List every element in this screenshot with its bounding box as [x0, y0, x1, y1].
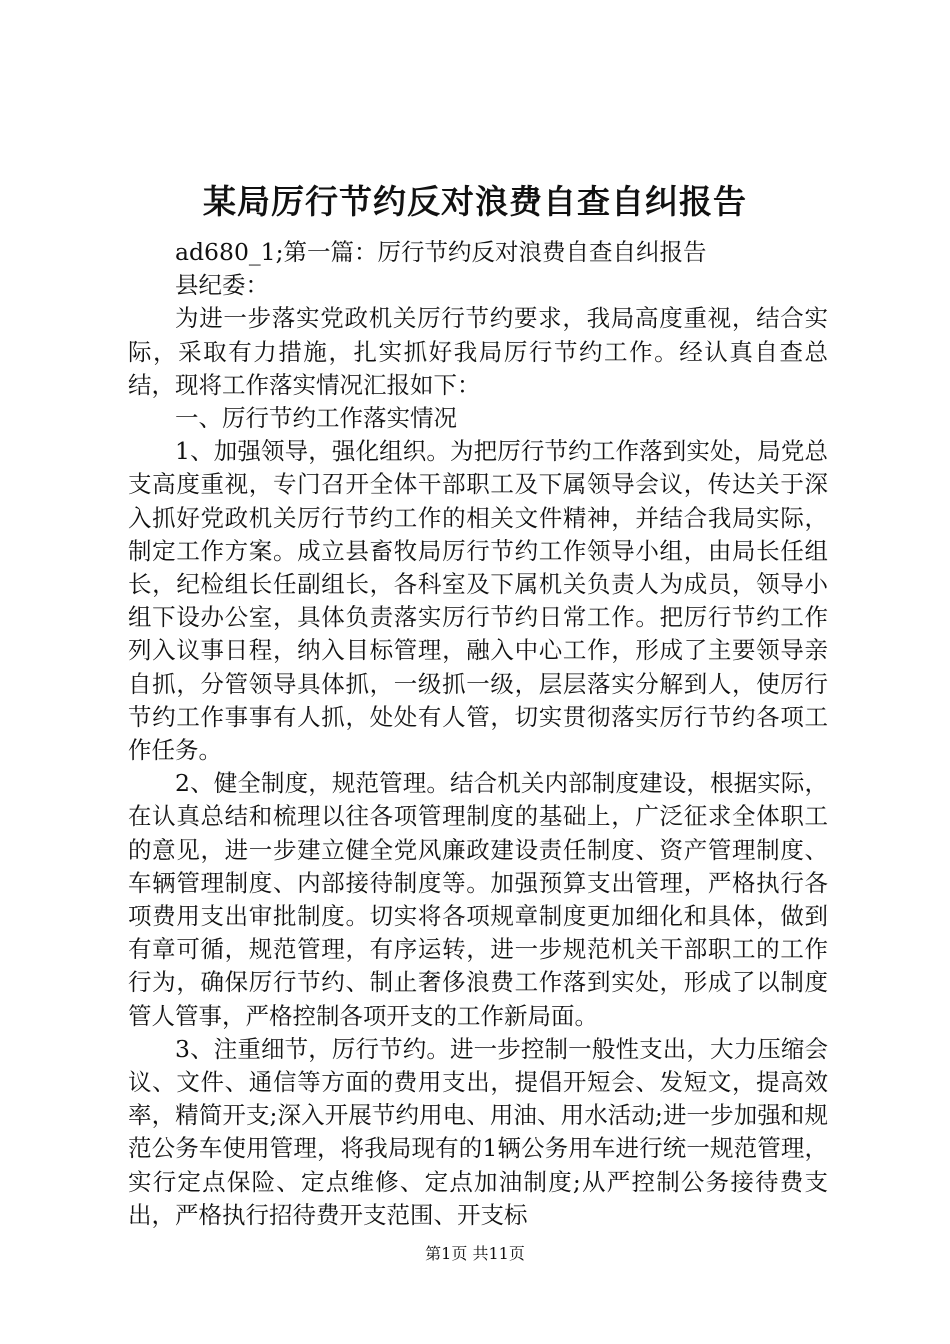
paragraph-salutation: 县纪委： — [175, 271, 269, 300]
paragraph-intro: 为进一步落实党政机关厉行节约要求，我局高度重视，结合实际，采取有力措施，扎实抓好我局厉行节约工作。经认真自查总结，现将工作落实情况汇报如下： — [128, 304, 828, 399]
page-number: 第1页 — [425, 1244, 468, 1263]
document-title: 某局厉行节约反对浪费自查自纠报告 — [203, 182, 747, 221]
paragraph-item-3: 3、注重细节，厉行节约。进一步控制一般性支出，大力压缩会议、文件、通信等方面的费用支出，提倡开短会、发短文，提高效率，精简开支;深入开展节约用电、用油、用水活动;进一步加强和规范公务车使用管理，将我局现有的1辆公务用车进行统一规范管理，实行定点保险、定点维修、定点加油制度;从严控制公务接待费支出，严格执行招待费开支范围、开支标 — [128, 1034, 828, 1229]
document-body — [128, 236, 828, 1232]
page-footer — [0, 1243, 950, 1265]
section-heading: 一、厉行节约工作落实情况 — [175, 404, 457, 433]
page-total: 共11页 — [472, 1244, 525, 1263]
paragraph-item-2: 2、健全制度，规范管理。结合机关内部制度建设，根据实际，在认真总结和梳理以往各项管理制度的基础上，广泛征求全体职工的意见，进一步建立健全党风廉政建设责任制度、资产管理制度、车辆管理制度、内部接待制度等。加强预算支出管理，严格执行各项费用支出审批制度。切实将各项规章制度更加细化和具体，做到有章可循，规范管理，有序运转，进一步规范机关干部职工的工作行为，确保厉行节约、制止奢侈浪费工作落到实处，形成了以制度管人管事，严格控制各项开支的工作新局面。 — [128, 769, 828, 1030]
paragraph-heading-line: ad680_1;第一篇：厉行节约反对浪费自查自纠报告 — [175, 238, 707, 266]
paragraph-item-1: 1、加强领导，强化组织。为把厉行节约工作落到实处，局党总支高度重视，专门召开全体干部职工及下属领导会议，传达关于深入抓好党政机关厉行节约工作的相关文件精神，并结合我局实际，制定工作方案。成立县畜牧局厉行节约工作领导小组，由局长任组长，纪检组长任副组长，各科室及下属机关负责人为成员，领导小组下设办公室，具体负责落实厉行节约日常工作。把厉行节约工作列入议事日程，纳入目标管理，融入中心工作，形成了主要领导亲自抓，分管领导具体抓，一级抓一级，层层落实分解到人，使厉行节约工作事事有人抓，处处有人管，切实贯彻落实厉行节约各项工作任务。 — [128, 437, 828, 765]
